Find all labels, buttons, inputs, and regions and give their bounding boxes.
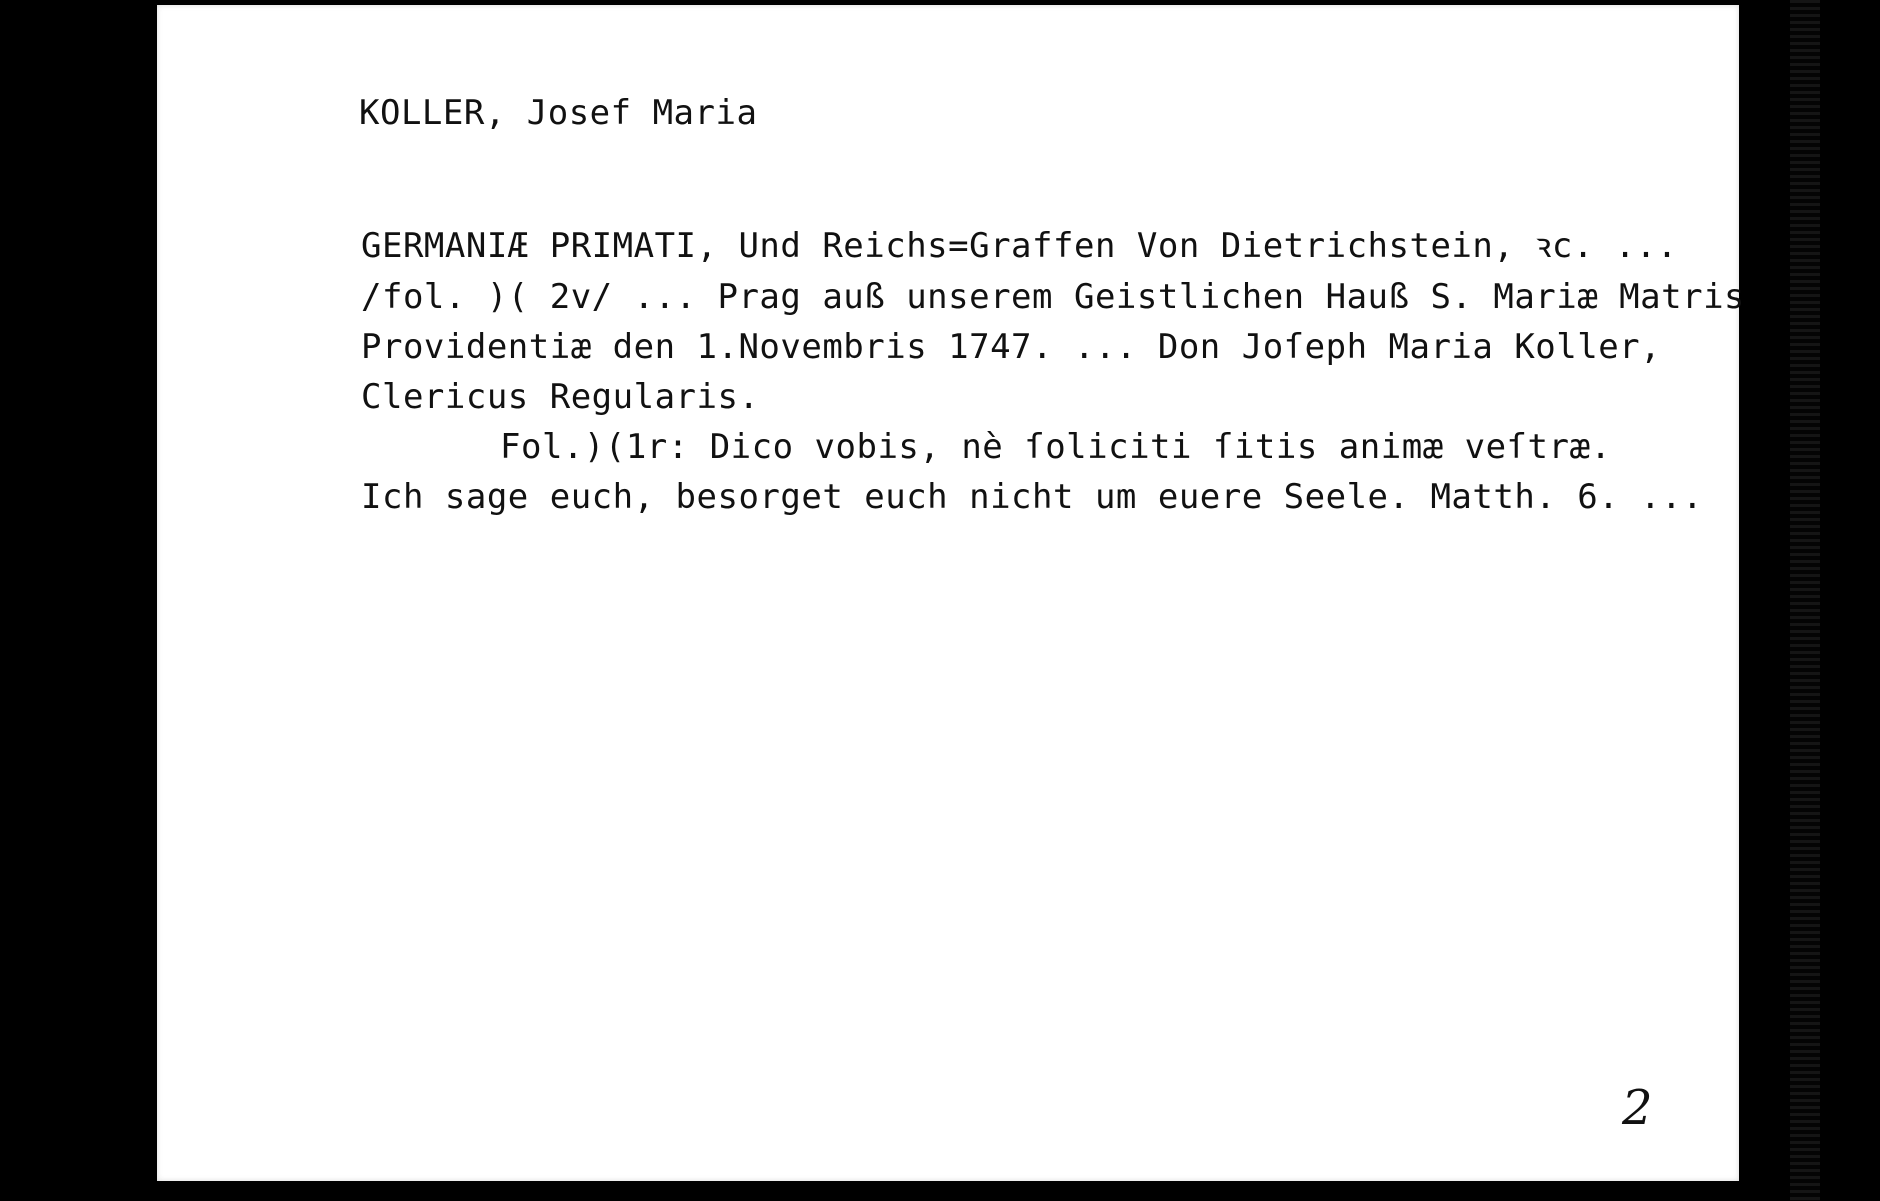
card-text-line: Clericus Regularis. xyxy=(361,377,760,417)
card-text-line: Providentiæ den 1.Novembris 1747. ... Don Joſeph Maria Koller, xyxy=(361,327,1662,367)
card-text-line: Ich sage euch, besorget euch nicht um euere Seele. Matth. 6. ... xyxy=(361,477,1704,517)
card-text-line: /fol. )( 2v/ ... Prag auß unserem Geistlichen Hauß S. Mariæ Matris xyxy=(361,277,1746,317)
card-text-line: Fol.)(1r: Dico vobis, nè ſoliciti ſitis animæ veſtræ. xyxy=(500,427,1612,467)
card-text-line: GERMANIÆ PRIMATI, Und Reichs=Graffen Von Dietrichstein, ꝛc. ... xyxy=(361,226,1678,266)
card-heading: KOLLER, Josef Maria xyxy=(359,93,758,133)
scanner-edge xyxy=(1790,0,1820,1201)
catalog-card xyxy=(157,5,1739,1181)
handwritten-page-number: 2 xyxy=(1622,1080,1653,1136)
